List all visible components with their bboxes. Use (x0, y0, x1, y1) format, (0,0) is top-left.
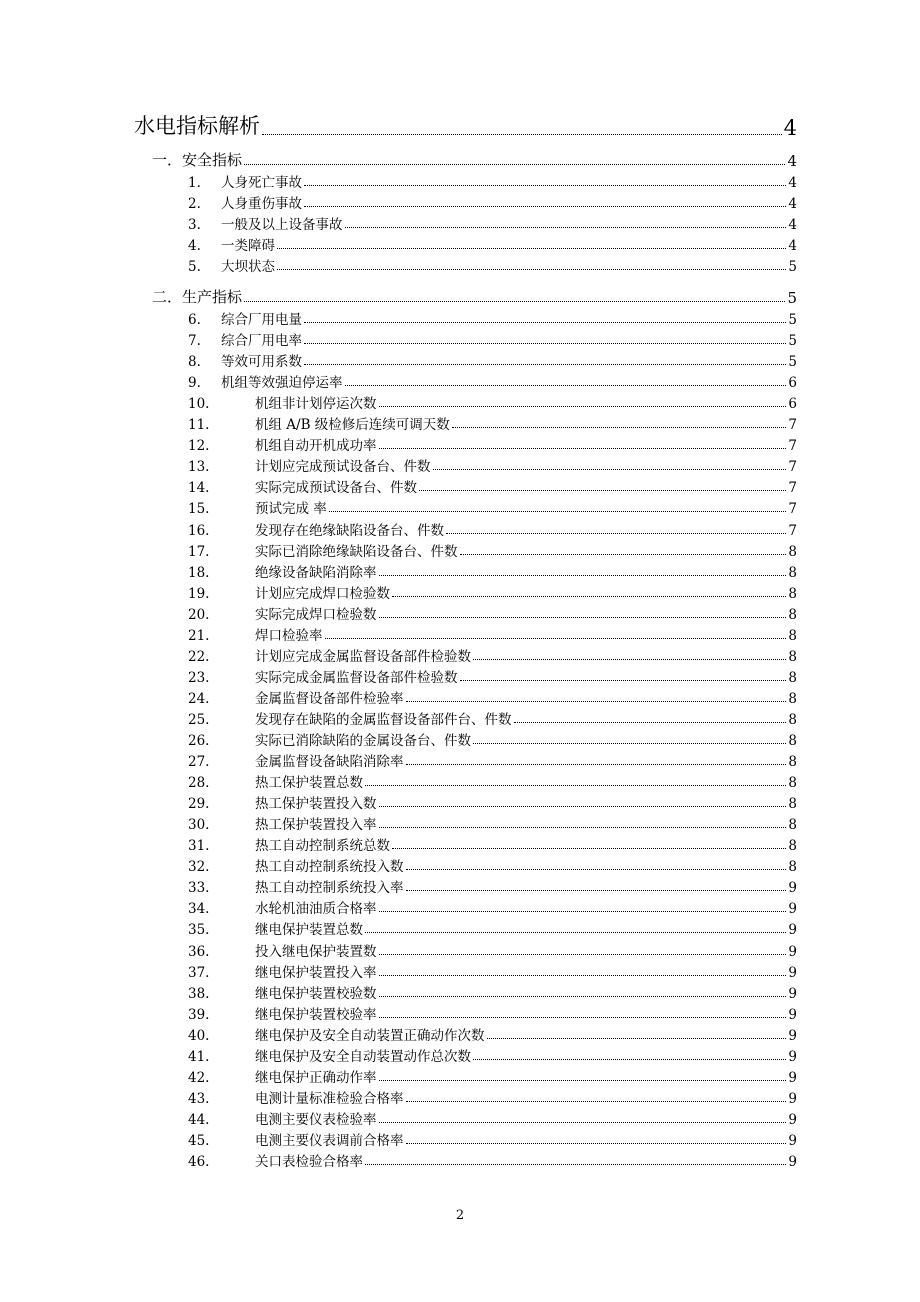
dot-leader (379, 806, 787, 807)
toc-entry-label: 发现存在缺陷的金属监督设备部件台、件数 (255, 711, 512, 728)
toc-entry-number: 36. (188, 943, 210, 960)
toc-entry-number: 27. (188, 754, 210, 771)
toc-entry-number: 28. (188, 775, 210, 792)
toc-entry-page: 9 (788, 1111, 797, 1128)
toc-entry[interactable] (188, 792, 797, 812)
toc-entry-number: 7. (188, 333, 201, 350)
toc-entry-label: 计划应完成预试设备台、件数 (255, 459, 431, 476)
toc-entry[interactable] (188, 192, 797, 212)
toc-entry-page: 7 (788, 480, 797, 497)
toc-entry-page: 8 (788, 711, 797, 728)
toc-entry-page: 8 (788, 648, 797, 665)
toc-entry-number: 20. (188, 606, 210, 623)
toc-entry-page: 8 (788, 543, 797, 560)
toc-entry-page: 9 (788, 943, 797, 960)
toc-entry-page: 9 (788, 922, 797, 939)
dot-leader (304, 364, 786, 365)
toc-entry-label: 一般及以上设备事故 (221, 217, 343, 234)
toc-entry[interactable] (188, 561, 797, 581)
toc-entry-page: 8 (788, 690, 797, 707)
toc-entry-page: 9 (788, 985, 797, 1002)
toc-entry[interactable] (188, 234, 797, 254)
toc-entry-label: 热工自动控制系统投入数 (255, 859, 404, 876)
toc-entry-label: 继电保护装置总数 (255, 922, 363, 939)
toc-entry-number: 43. (188, 1090, 210, 1107)
toc-entry-number: 45. (188, 1132, 210, 1149)
toc-entry-number: 3. (188, 217, 201, 234)
toc-entry[interactable] (188, 350, 797, 370)
toc-entry-page: 7 (788, 522, 797, 539)
toc-entry-number: 33. (188, 880, 210, 897)
toc-entry-page: 5 (788, 333, 797, 350)
toc-entry-page: 8 (788, 859, 797, 876)
dot-leader (487, 1038, 787, 1039)
toc-entry-page: 4 (787, 152, 797, 170)
toc-entry-page: 8 (788, 669, 797, 686)
dot-leader (329, 511, 787, 512)
toc-entry[interactable] (188, 603, 797, 623)
toc-entry-page: 8 (788, 585, 797, 602)
toc-entry-page: 5 (788, 259, 797, 276)
dot-leader (304, 206, 786, 207)
toc-entry[interactable] (188, 1024, 797, 1044)
toc-entry[interactable] (188, 687, 797, 707)
toc-entry[interactable] (188, 540, 797, 560)
toc-entry-label: 机组非计划停运次数 (255, 396, 377, 413)
toc-entry-number: 14. (188, 480, 210, 497)
dot-leader (365, 932, 786, 933)
toc-entry-label: 热工自动控制系统总数 (255, 838, 390, 855)
toc-entry-page: 7 (788, 438, 797, 455)
toc-entry-number: 25. (188, 711, 210, 728)
toc-entry-label: 综合厂用电率 (221, 333, 302, 350)
toc-entry-label: 金属监督设备缺陷消除率 (255, 754, 404, 771)
toc-entry-page: 8 (788, 754, 797, 771)
toc-entry-number: 18. (188, 564, 210, 581)
toc-entry-label: 投入继电保护装置数 (255, 943, 377, 960)
dot-leader (473, 659, 786, 660)
toc-entry[interactable] (188, 708, 797, 728)
toc-entry-label: 继电保护装置校验数 (255, 985, 377, 1002)
dot-leader (392, 848, 786, 849)
dot-leader (304, 343, 786, 344)
toc-entry-number: 1. (188, 175, 201, 191)
toc-entry[interactable] (188, 329, 797, 349)
dot-leader (325, 638, 787, 639)
toc-entry-number: 26. (188, 733, 210, 749)
toc-entry-label: 计划应完成金属监督设备部件检验数 (255, 648, 471, 665)
toc-entry[interactable] (188, 1003, 797, 1023)
toc-entry-number: 6. (188, 312, 201, 328)
toc-entry-label: 关口表检验合格率 (255, 1154, 363, 1170)
toc-entry-page: 4 (788, 217, 797, 234)
toc-entry[interactable] (188, 1150, 797, 1170)
toc-entry-number: 39. (188, 1006, 210, 1023)
toc-entry-page: 8 (788, 775, 797, 792)
toc-entry-label: 人身死亡事故 (221, 175, 302, 191)
toc-entry-number: 46. (188, 1154, 210, 1170)
toc-entry-number: 12. (188, 438, 210, 455)
toc-entry[interactable] (188, 624, 797, 644)
dot-leader (345, 385, 787, 386)
toc-entry[interactable] (188, 455, 797, 475)
toc-entry[interactable] (188, 855, 797, 875)
dot-leader (419, 490, 786, 491)
toc-entry[interactable] (188, 750, 797, 770)
toc-entry-page: 5 (787, 289, 797, 307)
toc-entry-label: 大坝状态 (221, 259, 275, 276)
dot-leader (345, 227, 787, 228)
toc-entry-label: 实际完成焊口检验数 (255, 606, 377, 623)
dot-leader (446, 533, 786, 534)
toc-entry-label: 热工保护装置投入数 (255, 796, 377, 813)
dot-leader (379, 617, 787, 618)
dot-leader (514, 722, 787, 723)
dot-leader (244, 164, 785, 165)
dot-leader (473, 743, 786, 744)
toc-entry[interactable] (188, 729, 797, 749)
toc-entry-label: 机组自动开机成功率 (255, 438, 377, 455)
toc-entry[interactable] (188, 371, 797, 391)
toc-entry-number: 22. (188, 648, 210, 665)
dot-leader (379, 575, 787, 576)
toc-entry[interactable] (188, 645, 797, 665)
toc-entry-page: 8 (788, 838, 797, 855)
toc-entry[interactable] (188, 771, 797, 791)
toc-entry-page: 4 (783, 116, 797, 140)
toc-entry-page: 9 (788, 1069, 797, 1086)
dot-leader (473, 1059, 786, 1060)
toc-entry[interactable] (188, 813, 797, 833)
toc-entry-label: 水电指标解析 (134, 114, 260, 138)
toc-entry[interactable] (188, 961, 797, 981)
toc-entry-page: 9 (788, 1006, 797, 1023)
toc-entry-page: 6 (788, 396, 797, 413)
toc-entry-page: 6 (788, 375, 797, 392)
toc-entry[interactable] (188, 392, 797, 412)
toc-entry-label: 预试完成 率 (255, 501, 327, 518)
toc-entry-page: 5 (788, 354, 797, 371)
toc-entry-number: 16. (188, 522, 210, 539)
dot-leader (304, 322, 786, 323)
toc-entry-label: 继电保护及安全自动装置正确动作次数 (255, 1027, 485, 1044)
toc-entry-page: 8 (788, 627, 797, 644)
toc-entry-number: 30. (188, 817, 210, 834)
toc-entry[interactable] (188, 918, 797, 938)
toc-entry-label: 焊口检验率 (255, 627, 323, 644)
toc-entry[interactable] (188, 519, 797, 539)
toc-entry[interactable] (188, 834, 797, 854)
toc-entry-page: 9 (788, 1090, 797, 1107)
dot-leader (277, 248, 786, 249)
toc-entry-label: 水轮机油油质合格率 (255, 901, 377, 918)
dot-leader (460, 680, 787, 681)
toc-entry-label: 安全指标 (182, 151, 243, 169)
toc-entry-number: 11. (188, 417, 210, 434)
toc-entry[interactable] (188, 1087, 797, 1107)
dot-leader (392, 596, 786, 597)
toc-entry[interactable] (188, 255, 797, 275)
toc-entry[interactable] (188, 476, 797, 496)
toc-entry-page: 9 (788, 1048, 797, 1065)
toc-entry-label: 绝缘设备缺陷消除率 (255, 564, 377, 581)
toc-entry-page: 7 (788, 501, 797, 518)
toc-entry-number: 31. (188, 838, 210, 855)
toc-entry-label: 电测主要仪表调前合格率 (255, 1132, 404, 1149)
toc-entry[interactable] (188, 982, 797, 1002)
toc-entry-page: 8 (788, 564, 797, 581)
dot-leader (379, 911, 787, 912)
toc-entry-page: 8 (788, 796, 797, 813)
dot-leader (379, 448, 787, 449)
toc-entry-number: 19. (188, 585, 210, 602)
toc-entry[interactable] (188, 434, 797, 454)
dot-leader (379, 1017, 787, 1018)
toc-entry-page: 8 (788, 817, 797, 834)
toc-entry-label: 实际完成预试设备台、件数 (255, 480, 417, 497)
toc-entry-number: 35. (188, 922, 210, 939)
toc-entry-number: 23. (188, 669, 210, 686)
toc-entry-number: 15. (188, 501, 210, 518)
dot-leader (406, 1143, 787, 1144)
toc-entry-page: 7 (788, 417, 797, 434)
toc-section-entry[interactable] (152, 285, 797, 307)
toc-entry-label: 发现存在绝缘缺陷设备台、件数 (255, 522, 444, 539)
dot-leader (365, 1164, 786, 1165)
toc-entry-number: 8. (188, 354, 201, 371)
toc-entry-number: 21. (188, 627, 210, 644)
toc-entry-number: 13. (188, 459, 210, 476)
page-number: 2 (455, 1208, 465, 1223)
dot-leader (379, 1122, 787, 1123)
toc-entry[interactable] (188, 940, 797, 960)
toc-entry-label: 继电保护正确动作率 (255, 1069, 377, 1086)
toc-entry-label: 人身重伤事故 (221, 196, 302, 213)
toc-entry-number: 34. (188, 901, 210, 918)
toc-entry-label: 电测主要仪表检验率 (255, 1111, 377, 1128)
toc-entry-page: 4 (788, 175, 797, 191)
toc-entry-label: 实际已消除缺陷的金属设备台、件数 (255, 733, 471, 749)
toc-entry-label: 机组等效强迫停运率 (221, 375, 343, 392)
toc-entry-number: 44. (188, 1111, 210, 1128)
toc-entry-label: 继电保护及安全自动装置动作总次数 (255, 1048, 471, 1065)
dot-leader (379, 975, 787, 976)
toc-entry-page: 4 (788, 196, 797, 213)
toc-entry-number: 2. (188, 196, 201, 213)
toc-entry-number: 二． (152, 288, 183, 306)
toc-entry-label: 综合厂用电量 (221, 312, 302, 328)
toc-entry-number: 42. (188, 1069, 210, 1086)
dot-leader (406, 764, 787, 765)
toc-entry[interactable] (188, 1108, 797, 1128)
toc-entry-label: 热工保护装置投入率 (255, 817, 377, 834)
toc-entry[interactable] (188, 582, 797, 602)
dot-leader (433, 469, 787, 470)
toc-entry-number: 5. (188, 259, 201, 276)
toc-entry-number: 一． (152, 151, 183, 169)
dot-leader (406, 869, 787, 870)
toc-entry-label: 继电保护装置校验率 (255, 1006, 377, 1023)
dot-leader (406, 1101, 787, 1102)
dot-leader (379, 954, 787, 955)
dot-leader (406, 890, 787, 891)
toc-entry-page: 8 (788, 733, 797, 749)
toc-entry-number: 10. (188, 396, 210, 413)
toc-entry-page: 4 (788, 238, 797, 255)
toc-entry-number: 37. (188, 964, 210, 981)
toc-entry-page: 9 (788, 1027, 797, 1044)
toc-entry-label: 实际已消除绝缘缺陷设备台、件数 (255, 543, 458, 560)
dot-leader (379, 827, 787, 828)
toc-entry-number: 17. (188, 543, 210, 560)
dot-leader (304, 185, 786, 186)
dot-leader (379, 996, 787, 997)
toc-entry[interactable] (188, 1045, 797, 1065)
toc-entry-page: 9 (788, 1132, 797, 1149)
toc-entry-number: 24. (188, 690, 210, 707)
toc-entry-label: 电测计量标准检验合格率 (255, 1090, 404, 1107)
toc-entry[interactable] (188, 897, 797, 917)
toc-entry[interactable] (188, 1066, 797, 1086)
toc-title-entry[interactable] (134, 112, 797, 140)
toc-section-entry[interactable] (152, 148, 797, 170)
toc-entry[interactable] (188, 1129, 797, 1149)
dot-leader (379, 406, 787, 407)
toc-entry-label: 计划应完成焊口检验数 (255, 585, 390, 602)
toc-entry[interactable] (188, 213, 797, 233)
toc-entry[interactable] (188, 308, 797, 328)
toc-entry-number: 40. (188, 1027, 210, 1044)
dot-leader (452, 427, 787, 428)
dot-leader (406, 701, 787, 702)
toc-entry-number: 29. (188, 796, 210, 813)
dot-leader (365, 785, 786, 786)
toc-entry-page: 5 (788, 312, 797, 328)
toc-entry-label: 金属监督设备部件检验率 (255, 690, 404, 707)
toc-entry[interactable] (188, 666, 797, 686)
toc-entry-number: 38. (188, 985, 210, 1002)
toc-entry-page: 7 (788, 459, 797, 476)
toc-entry-number: 9. (188, 375, 201, 392)
toc-entry[interactable] (188, 497, 797, 517)
toc-entry-number: 41. (188, 1048, 210, 1065)
toc-entry-page: 8 (788, 606, 797, 623)
toc-entry-label: 热工自动控制系统投入率 (255, 880, 404, 897)
dot-leader (244, 301, 785, 302)
toc-entry-label: 继电保护装置投入率 (255, 964, 377, 981)
dot-leader (460, 554, 787, 555)
toc-entry[interactable] (188, 876, 797, 896)
toc-entry[interactable] (188, 413, 797, 433)
dot-leader (379, 1080, 787, 1081)
toc-entry-label: 实际完成金属监督设备部件检验数 (255, 669, 458, 686)
dot-leader (277, 269, 786, 270)
toc-entry-label: 机组 A/B 级检修后连续可调天数 (255, 417, 450, 434)
toc-entry-page: 9 (788, 880, 797, 897)
toc-entry-number: 32. (188, 859, 210, 876)
toc-entry-number: 4. (188, 238, 201, 255)
toc-entry-page: 9 (788, 964, 797, 981)
toc-entry-page: 9 (788, 901, 797, 918)
toc-entry[interactable] (188, 171, 797, 191)
dot-leader (262, 134, 782, 135)
toc-entry-label: 等效可用系数 (221, 354, 302, 371)
toc-entry-label: 生产指标 (182, 288, 243, 306)
toc-entry-label: 热工保护装置总数 (255, 775, 363, 792)
toc-entry-label: 一类障碍 (221, 238, 275, 255)
toc-entry-page: 9 (788, 1154, 797, 1170)
